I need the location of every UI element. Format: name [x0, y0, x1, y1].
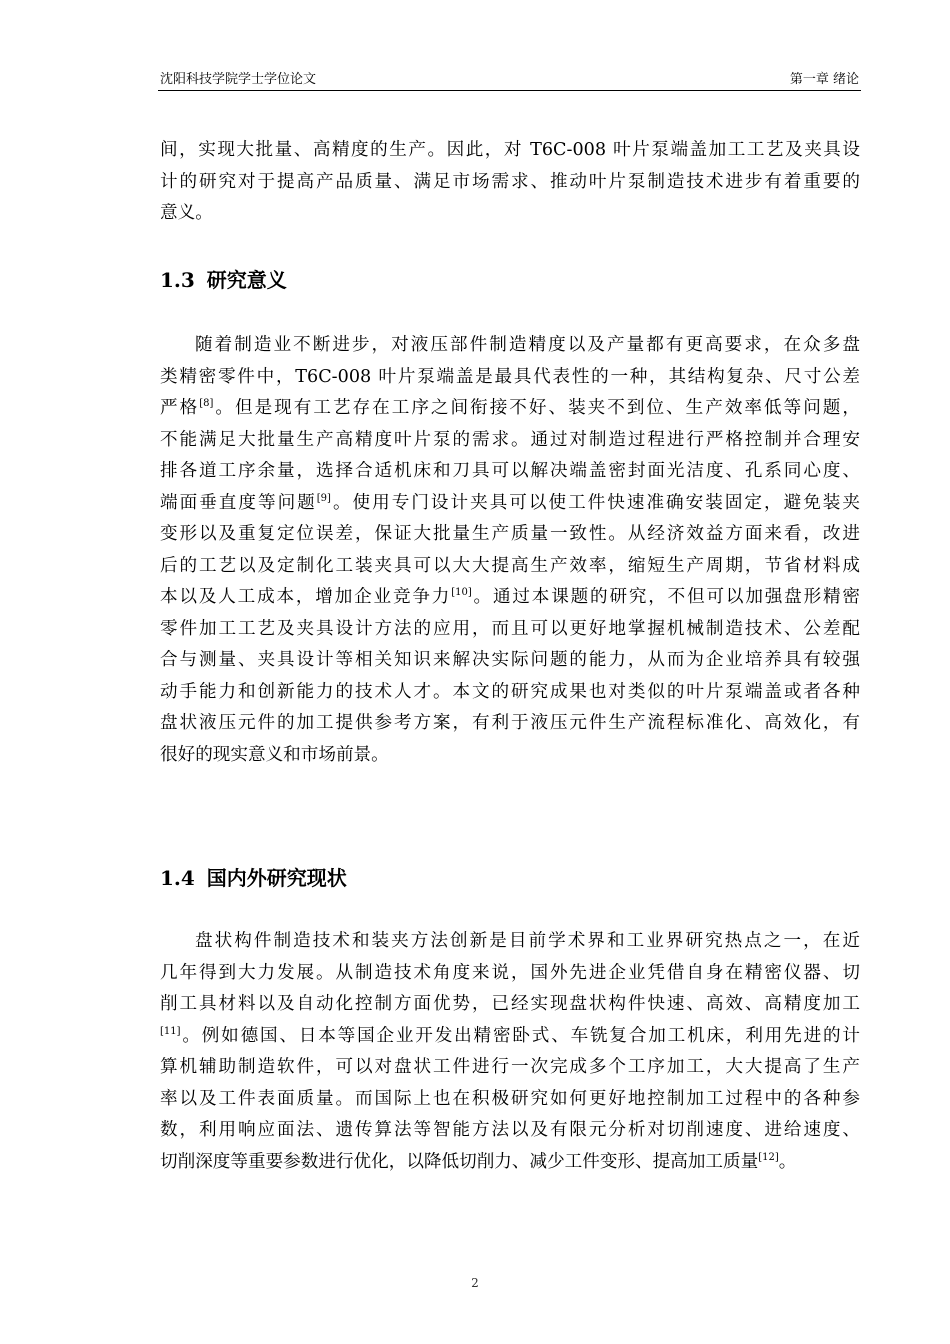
- section-heading-1-4: [160, 862, 347, 891]
- text-line: 变形以及重复定位误差，保证大批量生产质量一致性。从经济效益方面来看，改进: [160, 524, 860, 544]
- text-line: 动手能力和创新能力的技术人才。本文的研究成果也对类似的叶片泵端盖或者各种: [160, 681, 860, 702]
- paragraph-research-significance: [160, 330, 860, 771]
- text-run: 端面垂直度等问题: [160, 492, 317, 513]
- text-run: 。使用专门设计夹具可以使工件快速准确安装固定，避免装夹: [330, 492, 860, 513]
- citation-ref: [9]: [316, 492, 331, 504]
- section-number: 1.3: [160, 268, 195, 292]
- page-header: [158, 66, 861, 91]
- citation-ref: [10]: [451, 587, 472, 598]
- text-run: 严格: [160, 398, 200, 418]
- citation-ref: [12]: [758, 1151, 779, 1163]
- header-chapter-title: 第一章 绪论: [789, 72, 859, 87]
- text-line: 随着制造业不断进步，对液压部件制造精度以及产量都有更高要求，在众多盘: [195, 335, 860, 355]
- text-run: 本以及人工成本，增加企业竞争力: [160, 587, 452, 607]
- text-line: 很好的现实意义和市场前景。: [160, 744, 389, 765]
- section-title: 研究意义: [206, 268, 287, 292]
- text-line: 削工具材料以及自动化控制方面优势，已经实现盘状构件快速、高效、高精度加工: [160, 994, 860, 1014]
- text-run: 。例如德国、日本等国企业开发出精密卧式、车铣复合加工机床，利用先进的计: [180, 1025, 860, 1046]
- text-run: 。通过本课题的研究，不但可以加强盘形精密: [471, 587, 860, 607]
- text-line: [160, 393, 860, 425]
- text-line: 后的工艺以及定制化工装夹具可以大大提高生产效率，缩短生产周期，节省材料成: [160, 555, 860, 576]
- page-number: 2: [471, 1276, 479, 1290]
- text-run: 。但是现有工艺存在工序之间衔接不好、装夹不到位、生产效率低等问题，: [213, 398, 860, 418]
- text-line: 数，利用响应面法、遗传算法等智能方法以及有限元分析对切削速度、进给速度、: [160, 1120, 860, 1140]
- text-line: [160, 582, 860, 614]
- text-line: [160, 488, 860, 520]
- citation-ref: [11]: [160, 1025, 181, 1037]
- text-line: 盘状液压元件的加工提供参考方案，有利于液压元件生产流程标准化、高效化，有: [160, 713, 860, 733]
- text-line: 计的研究对于提高产品质量、满足市场需求、推动叶片泵制造技术进步有着重要的: [160, 171, 860, 192]
- section-title: 国内外研究现状: [206, 866, 347, 890]
- text-line: 类精密零件中，T6C-008 叶片泵端盖是最具代表性的一种，其结构复杂、尺寸公差: [160, 366, 860, 387]
- intro-paragraph: [160, 135, 860, 230]
- text-line: 算机辅助制造软件，可以对盘状工件进行一次完成多个工序加工，大大提高了生产: [160, 1057, 860, 1077]
- text-line: [160, 1147, 860, 1179]
- text-line: 盘状构件制造技术和装夹方法创新是目前学术界和工业界研究热点之一，在近: [195, 931, 860, 951]
- section-heading-1-3: [160, 264, 287, 293]
- text-line: 间，实现大批量、高精度的生产。因此，对 T6C-008 叶片泵端盖加工工艺及夹具设: [160, 140, 860, 160]
- paragraph-research-status: [160, 926, 860, 1178]
- text-line: 意义。: [160, 203, 213, 223]
- text-line: 合与测量、夹具设计等相关知识来解决实际问题的能力，从而为企业培养具有较强: [160, 650, 860, 670]
- text-run: 。: [778, 1151, 797, 1172]
- text-line: 排各道工序余量，选择合适机床和刀具可以解决端盖密封面光洁度、孔系同心度、: [160, 461, 860, 481]
- citation-ref: [8]: [199, 398, 214, 409]
- text-line: 率以及工件表面质量。而国际上也在积极研究如何更好地控制加工过程中的各种参: [160, 1088, 860, 1109]
- text-run: 切削深度等重要参数进行优化，以降低切削力、减少工件变形、提高加工质量: [160, 1151, 759, 1172]
- text-line: 不能满足大批量生产高精度叶片泵的需求。通过对制造过程进行严格控制并合理安: [160, 429, 860, 450]
- text-line: 几年得到大力发展。从制造技术角度来说，国外先进企业凭借自身在精密仪器、切: [160, 962, 860, 983]
- header-thesis-title: 沈阳科技学院学士学位论文: [160, 72, 317, 87]
- section-number: 1.4: [160, 866, 195, 890]
- text-line: [160, 1021, 860, 1053]
- text-line: 零件加工工艺及夹具设计方法的应用，而且可以更好地掌握机械制造技术、公差配: [160, 618, 860, 639]
